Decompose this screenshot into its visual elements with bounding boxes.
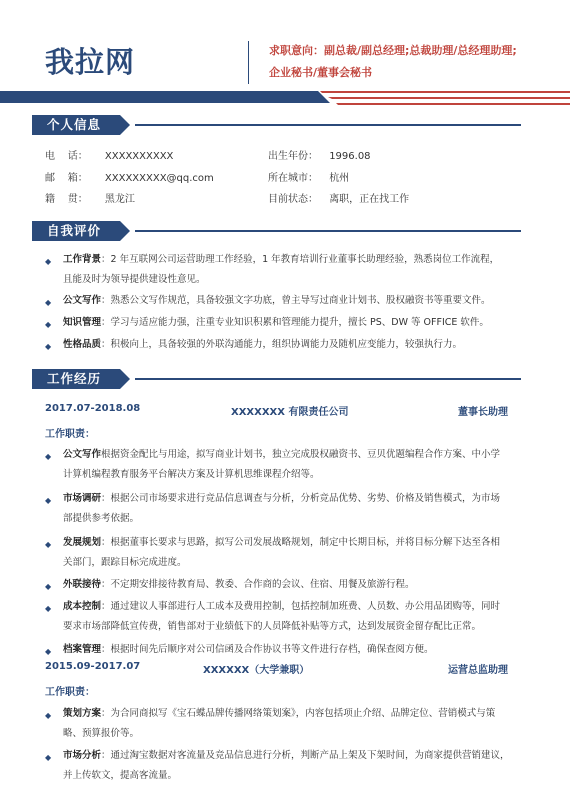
item-text: 根据资金配比与用途，拟写商业计划书，独立完成股权融资书、豆贝优题编程合作方案、中小学	[101, 449, 501, 460]
bullet-icon: ◆	[45, 298, 52, 307]
origin-label: 籍 贯：	[45, 194, 88, 205]
bullet-icon: ◆	[45, 342, 52, 351]
bullet-icon: ◆	[45, 452, 52, 461]
objective-line-2: 企业秘书/董事会秘书	[269, 66, 373, 79]
selfeval-item	[63, 335, 518, 355]
duty-item	[63, 704, 518, 744]
section-personal-header	[0, 115, 570, 135]
bullet-icon: ◆	[45, 711, 52, 720]
job-position: 运营总监助理	[448, 665, 508, 676]
resume-name: 我拉网	[45, 45, 136, 79]
item-title: 市场调研	[63, 493, 102, 504]
birth-value: 1996.08	[329, 151, 371, 162]
item-title: 策划方案	[63, 708, 102, 719]
origin-value: 黑龙江	[104, 194, 135, 205]
item-title: 成本控制	[63, 601, 102, 612]
duty-item	[63, 746, 518, 786]
item-title: 工作背景	[63, 254, 102, 265]
bullet-icon: ◆	[45, 604, 52, 613]
item-title: 市场分析	[63, 750, 102, 761]
phone-row	[45, 150, 173, 164]
item-title: 外联接待	[63, 579, 102, 590]
item-title: 发展规划	[63, 537, 102, 548]
item-text-cont: 部提供参考依据。	[63, 513, 140, 524]
origin-row	[45, 193, 135, 207]
item-text: ：根据公司市场要求进行竞品信息调查与分析，分析竞品优势、劣势、价格及销售模式，为市场	[101, 493, 501, 504]
duty-item	[63, 445, 518, 485]
item-text-cont: 略、预算报价等。	[63, 728, 140, 739]
selfeval-item	[63, 291, 518, 311]
item-title: 知识管理	[63, 317, 102, 328]
email-value: XXXXXXXXX@qq.com	[104, 173, 214, 184]
bullet-icon: ◆	[45, 540, 52, 549]
item-text: ：不定期安排接待教育局、教委、合作商的会议、住宿、用餐及旅游行程。	[101, 579, 415, 590]
item-text: ：通过淘宝数据对客流量及竞品信息进行分析，判断产品上架及下架时间，为商家提供营销建议，	[101, 750, 510, 761]
section-title-selfeval: 自我评价	[47, 223, 102, 238]
duty-item	[63, 489, 518, 529]
objective-line-1: 求职意向：副总裁/副总经理;总裁助理/总经理助理;	[269, 44, 517, 57]
bullet-icon: ◆	[45, 753, 52, 762]
item-text-cont: 计算机编程教育服务平台解决方案及计算机思维课程介绍等。	[63, 469, 320, 480]
item-title: 公文写作	[63, 295, 102, 306]
item-text: ：学习与适应能力强，注重专业知识积累和管理能力提升，擅长 PS、DW 等 OFFICE 软件。	[101, 317, 489, 328]
bullet-icon: ◆	[45, 257, 52, 266]
bullet-icon: ◆	[45, 496, 52, 505]
section-title-work: 工作经历	[47, 371, 102, 386]
status-label: 目前状态：	[268, 194, 318, 205]
item-text: ：根据时间先后顺序对公司信函及合作协议书等文件进行存档，确保查阅方便。	[101, 644, 434, 655]
item-text-cont: 要求市场部降低宣传费，销售部对于业绩低下的人员降低补贴等方式，达到发展资金留存配比正常。	[63, 621, 482, 632]
section-title-personal: 个人信息	[47, 117, 102, 132]
item-title: 性格品质	[63, 339, 102, 350]
item-text: ：根据董事长要求与思路，拟写公司发展战略规划，制定中长期目标，并将目标分解下达至各相	[101, 537, 501, 548]
bullet-icon: ◆	[45, 647, 52, 656]
bullet-icon: ◆	[45, 320, 52, 329]
item-text-cont: 且能及时为领导提供建设性意见。	[63, 274, 206, 285]
birth-label: 出生年份：	[268, 151, 318, 162]
city-row	[268, 172, 349, 186]
header-band	[0, 89, 570, 109]
item-text: ：积极向上，具备较强的外联沟通能力，组织协调能力及随机应变能力，较强执行力。	[101, 339, 463, 350]
job-date: 2015.09-2017.07	[45, 661, 141, 672]
job-company: XXXXXX（大学兼职）	[203, 665, 310, 676]
item-text: ：为合同商拟写《宝石蝶品牌传播网络策划案》，内容包括项止介绍、品牌定位、营销模式与策	[101, 708, 496, 719]
duty-label: 工作职责：	[45, 429, 95, 440]
selfeval-item	[63, 313, 518, 333]
phone-value: XXXXXXXXXX	[104, 151, 174, 162]
duty-item	[63, 575, 518, 595]
duty-item	[63, 597, 518, 637]
city-value: 杭州	[329, 173, 350, 184]
email-label: 邮 箱：	[45, 173, 88, 184]
status-row	[268, 193, 409, 207]
birth-row	[268, 150, 371, 164]
item-text: ：通过建议人事部进行人工成本及费用控制，包括控制加班费、人员数、办公用品团购等，同时	[101, 601, 501, 612]
status-value: 离职，正在找工作	[329, 194, 410, 205]
job-position: 董事长助理	[458, 407, 508, 418]
section-work-header	[0, 369, 570, 389]
item-title: 档案管理	[63, 644, 102, 655]
item-text: ：2 年互联网公司运营助理工作经验，1 年教育培训行业董事长助理经验，熟悉岗位工作流程，	[101, 254, 500, 265]
item-text-cont: 关部门，跟踪目标完成进度。	[63, 557, 187, 568]
header-divider	[248, 41, 249, 84]
email-row	[45, 172, 214, 186]
job-company: XXXXXXX 有限责任公司	[231, 407, 349, 418]
selfeval-item	[63, 250, 518, 290]
item-text: ：熟悉公文写作规范，具备较强文字功底，曾主导写过商业计划书、股权融资书等重要文件。	[101, 295, 491, 306]
city-label: 所在城市：	[268, 173, 318, 184]
bullet-icon: ◆	[45, 582, 52, 591]
phone-label: 电 话：	[45, 151, 88, 162]
duty-label: 工作职责：	[45, 687, 95, 698]
duty-item	[63, 533, 518, 573]
item-text-cont: 并上传软文，提高客流量。	[63, 770, 178, 781]
item-title: 公文写作	[63, 449, 102, 460]
section-selfeval-header	[0, 221, 570, 241]
job-date: 2017.07-2018.08	[45, 403, 141, 414]
duty-item	[63, 640, 518, 660]
job-objective	[269, 40, 549, 84]
